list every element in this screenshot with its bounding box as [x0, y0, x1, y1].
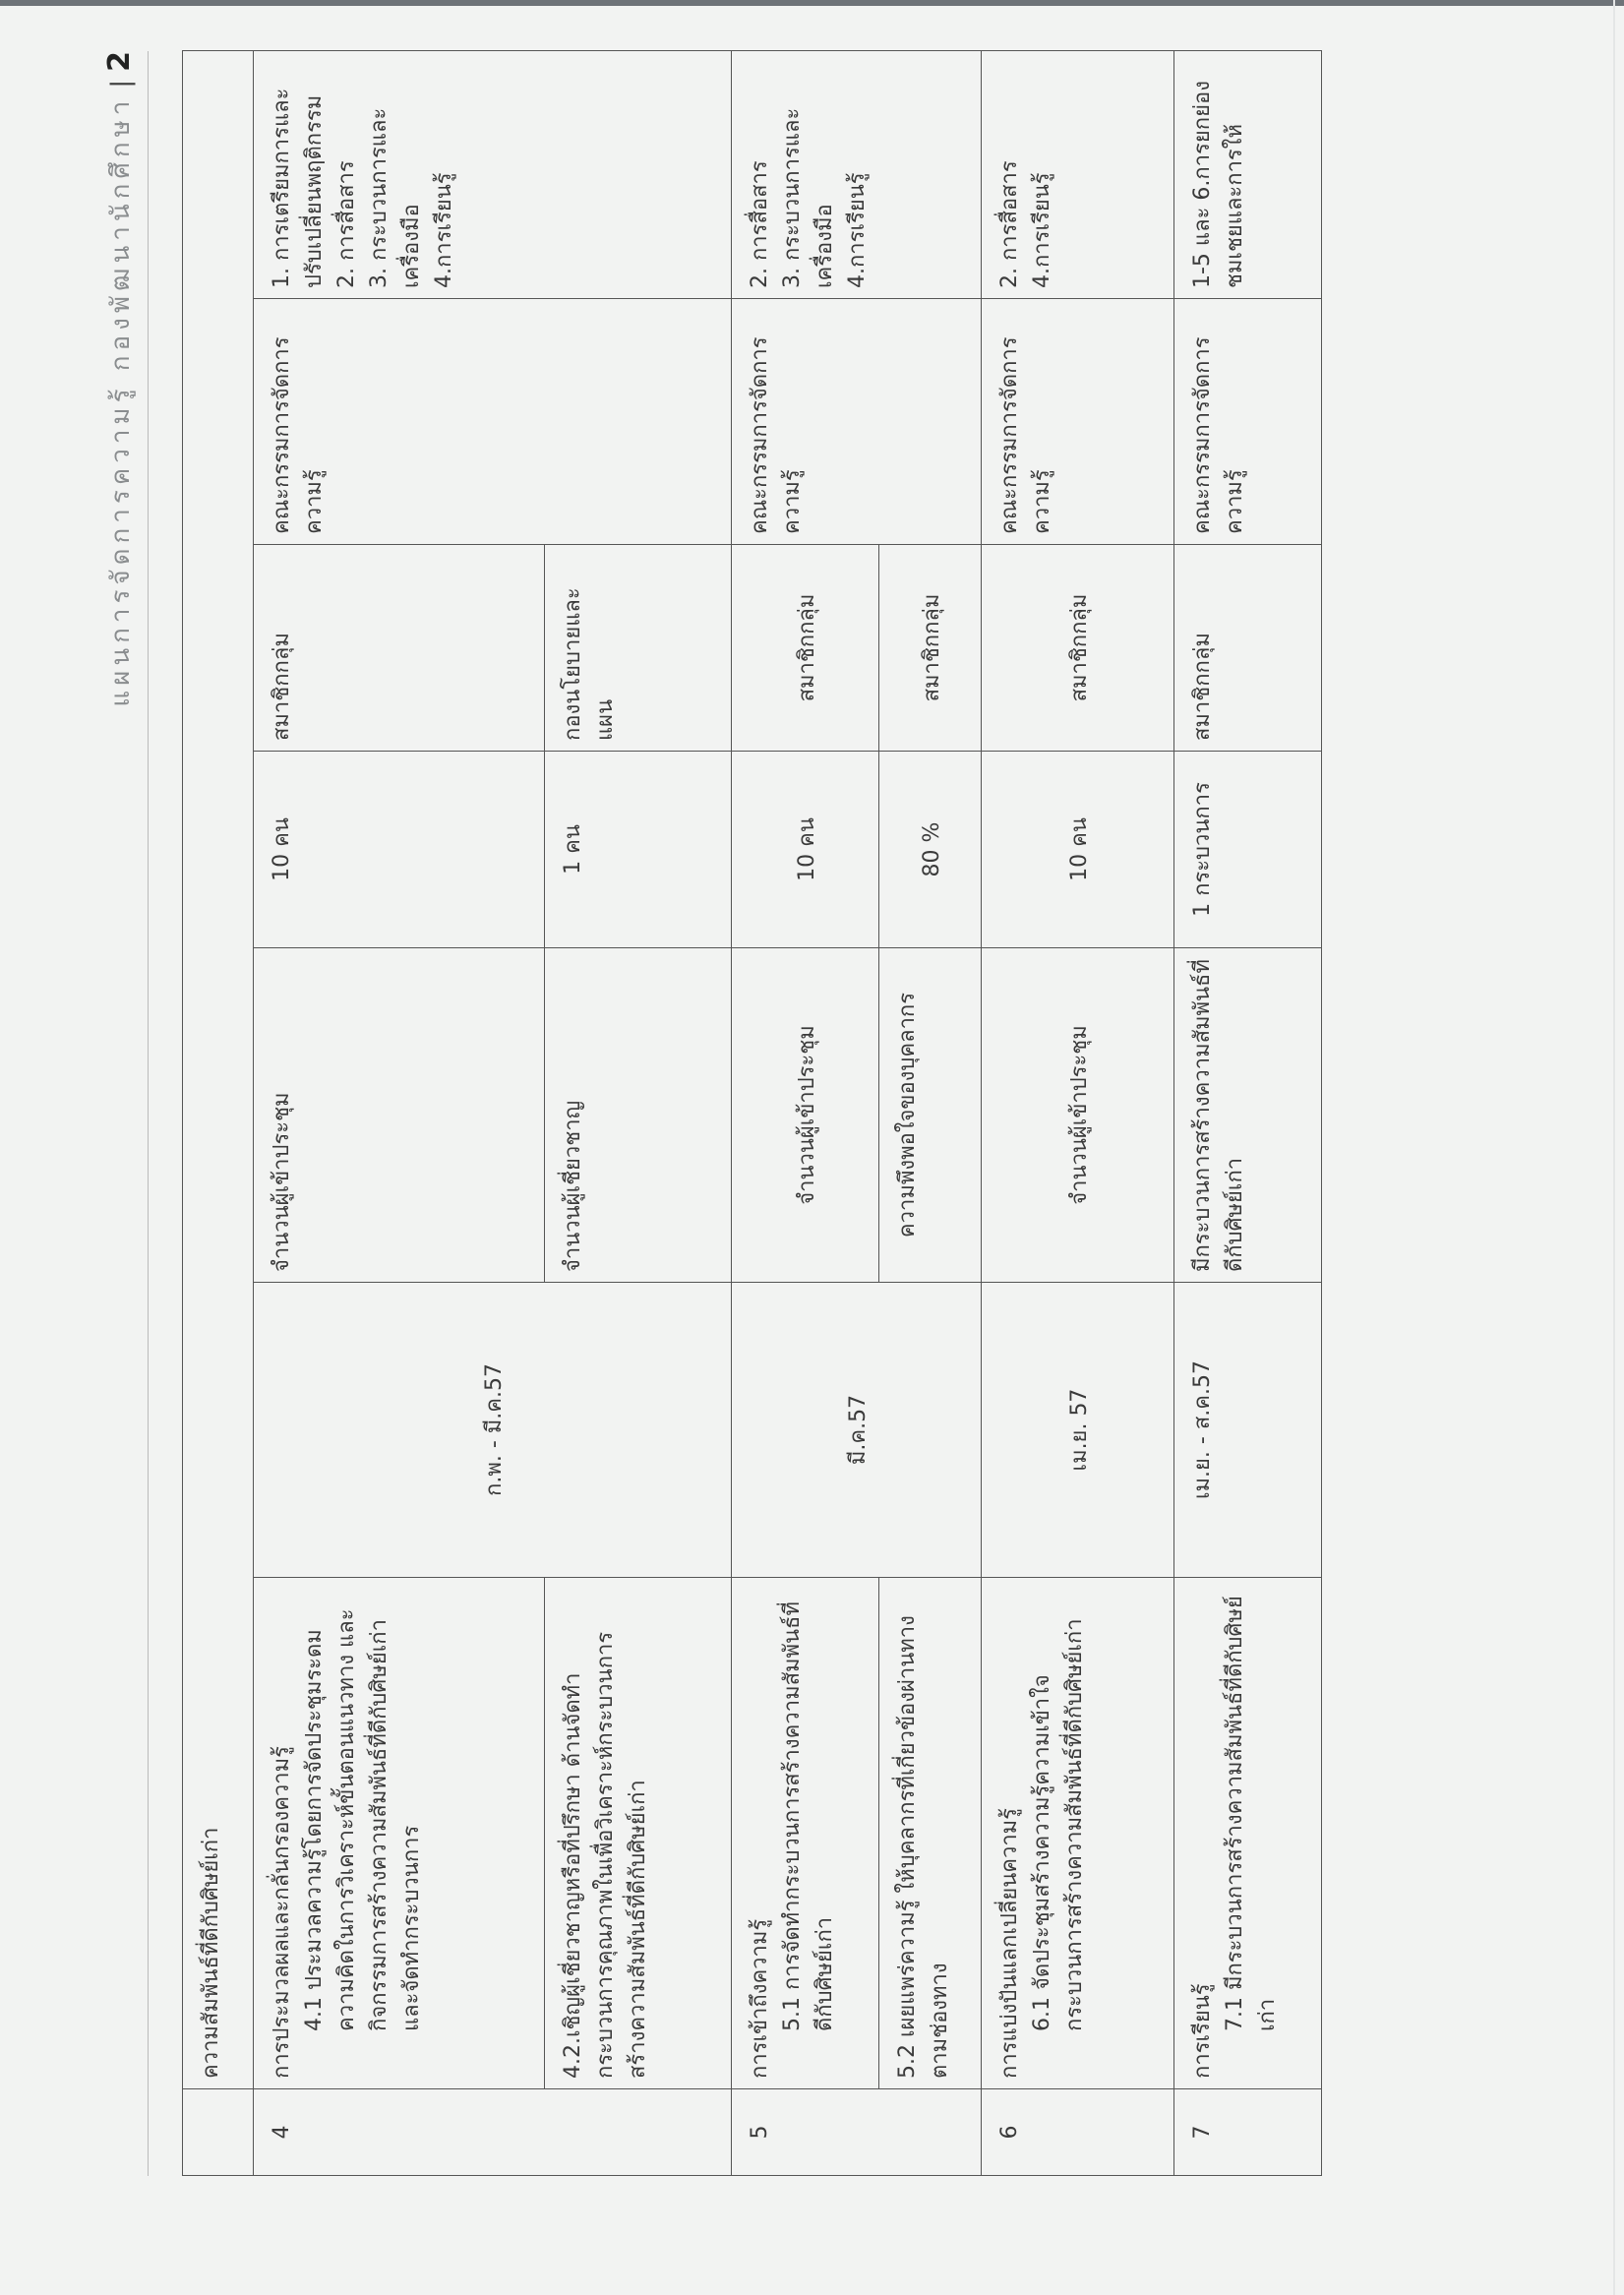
period-cell: ก.พ. - มี.ค.57 [254, 1283, 732, 1578]
activity-main: การเรียนรู้ [1190, 1983, 1215, 2079]
owner-cell: สมาชิกกลุ่ม [254, 545, 545, 752]
header-line: แผนการจัดการความรู้ กองพัฒนานักศึกษา|2 [102, 51, 137, 707]
header-title: แผนการจัดการความรู้ กองพัฒนานักศึกษา [106, 95, 136, 707]
activity-cell [982, 1578, 1174, 2089]
responsible-cell: คณะกรรมการจัดการความรู้ [732, 299, 982, 545]
page-number: 2 [102, 51, 137, 72]
table-row [732, 50, 879, 2175]
activity-cell [183, 50, 254, 2088]
activity-main: การแบ่งปันแลกเปลี่ยนความรู้ [997, 1808, 1022, 2079]
elements-cell: 1-5 และ 6.การยกย่องชมเชยและการให้ [1174, 50, 1322, 298]
period-cell: เม.ย. 57 [982, 1283, 1174, 1578]
owner-cell: สมาชิกกลุ่ม [982, 545, 1174, 752]
activity-line: 6.1 จัดประชุมสร้างความรู้ความเข้าใจกระบวนการสร้างความสัมพันธ์ที่ดีกับศิษย์เก่า [1030, 1618, 1087, 2031]
indicator-cell: ความพึงพอใจของบุคลากร [879, 948, 982, 1283]
row-number: 5 [732, 2089, 982, 2176]
activity-line: ความสัมพันธ์ที่ดีกับศิษย์เก่า [199, 1827, 223, 2079]
element-item: 2. การสื่อสาร [748, 160, 772, 288]
target-cell: 1 คน [545, 752, 732, 948]
owner-cell: สมาชิกกลุ่ม [1174, 545, 1322, 752]
row-number: 7 [1174, 2089, 1322, 2176]
activity-cell [545, 1578, 732, 2089]
responsible-cell: คณะกรรมการจัดการความรู้ [254, 299, 732, 545]
table-row [183, 50, 254, 2175]
element-item: 4.การเรียนรู้ [845, 172, 870, 288]
elements-cell [732, 50, 982, 298]
table-row [254, 50, 545, 2175]
row-number: 6 [982, 2089, 1174, 2176]
activity-cell [1174, 1578, 1322, 2089]
row-number [183, 2089, 254, 2176]
activity-cell [254, 1578, 545, 2089]
element-item: 2. การสื่อสาร [997, 160, 1022, 288]
responsible-cell: คณะกรรมการจัดการความรู้ [982, 299, 1174, 545]
target-cell: 10 คน [982, 752, 1174, 948]
activity-line: 4.2.เชิญผู้เชี่ยวชาญหรือที่ปรึกษา ด้านจัดทำกระบวนการคุณภาพในเพื่อวิเคราะห์กระบวนการสร้างความสัมพันธ์ที่ดีกับศิษย์เก่า [561, 1631, 650, 2079]
indicator-cell: จำนวนผู้เข้าประชุม [732, 948, 879, 1283]
activity-cell [732, 1578, 879, 2089]
activity-main: การเข้าถึงความรู้ [748, 1918, 772, 2079]
scan-top-edge [0, 0, 1624, 6]
page-header [89, 51, 149, 2176]
indicator-cell: มีกระบวนการสร้างความสัมพันธ์ที่ดีกับศิษย์เก่า [1174, 948, 1322, 1283]
elements-cell [982, 50, 1174, 298]
row-number: 4 [254, 2089, 732, 2176]
table-row [982, 50, 1174, 2175]
indicator-cell: จำนวนผู้เข้าประชุม [254, 948, 545, 1283]
target-cell: 80 % [879, 752, 982, 948]
owner-cell: กองนโยบายและแผน [545, 545, 732, 752]
table-row [1174, 50, 1322, 2175]
indicator-cell: จำนวนผู้เข้าประชุม [982, 948, 1174, 1283]
km-plan-table [182, 50, 1322, 2176]
element-item: 1. การเตรียมการและปรับเปลี่ยนพฤติกรรม [270, 88, 327, 288]
activity-cell [879, 1578, 982, 2089]
activity-line: 5.2 เผยแพร่ความรู้ ให้บุคลากรที่เกี่ยวข้องผ่านทางตามช่องทาง [895, 1615, 952, 2079]
period-cell: เม.ย. - ส.ค.57 [1174, 1283, 1322, 1578]
activity-line: 4.1 ประมวลความรู้โดยการจัดประชุมระดมความคิดในการวิเคราะห์ขั้นตอนแนวทาง และกิจกรรมการสร้างความสัมพันธ์ที่ดีกับศิษย์เก่าและจัดทำกระบวนการ [302, 1608, 424, 2031]
scan-right-edge [1613, 0, 1615, 2295]
owner-cell: สมาชิกกลุ่ม [879, 545, 982, 752]
element-item: 2. การสื่อสาร [334, 160, 359, 288]
owner-cell: สมาชิกกลุ่ม [732, 545, 879, 752]
responsible-cell: คณะกรรมการจัดการความรู้ [1174, 299, 1322, 545]
period-cell: มี.ค.57 [732, 1283, 982, 1578]
activity-line: 7.1 มีกระบวนการสร้างความสัมพันธ์ที่ดีกับศิษย์เก่า [1223, 1596, 1280, 2031]
element-item: 3. กระบวนการและเครื่องมือ [780, 107, 837, 288]
target-cell: 10 คน [732, 752, 879, 948]
rotated-page [89, 51, 1367, 2176]
element-item: 3. กระบวนการและเครื่องมือ [367, 107, 424, 288]
target-cell: 10 คน [254, 752, 545, 948]
target-cell: 1 กระบวนการ [1174, 752, 1322, 948]
activity-main: การประมวลผลและกลั่นกรองความรู้ [270, 1746, 294, 2079]
indicator-cell: จำนวนผู้เชี่ยวชาญ [545, 948, 732, 1283]
element-item: 4.การเรียนรู้ [432, 172, 456, 288]
activity-line: 5.1 การจัดทำกระบวนการสร้างความสัมพันธ์ที่ดีกับศิษย์เก่า [780, 1601, 837, 2031]
elements-cell [254, 50, 732, 298]
element-item: 4.การเรียนรู้ [1030, 172, 1054, 288]
